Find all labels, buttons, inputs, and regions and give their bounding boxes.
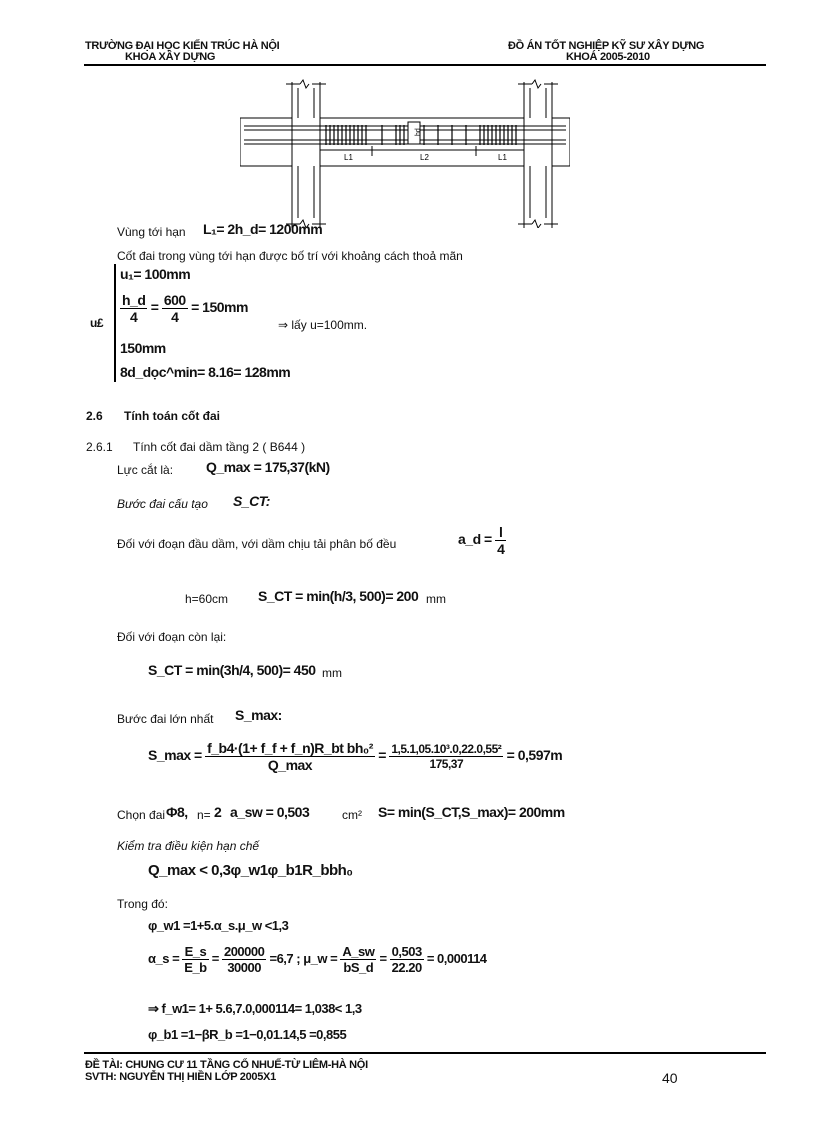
chosen-spacing: ⇒ lấy u=100mm. [278, 318, 368, 332]
s-ct-formula-1: S_CT = min(h/3, 500)= 200 [258, 588, 419, 604]
phi-b1: φ_b1 =1−βR_b =1−0,01.14,5 =0,855 [148, 1027, 347, 1042]
footer-title: ĐỀ TÀI: CHUNG CƯ 11 TẦNG CỔ NHUẾ-TỪ LIÊM-HÀ NỘI [85, 1059, 368, 1071]
condition-brace [114, 264, 116, 382]
label-l2: L2 [420, 153, 429, 162]
chon-dai-phi: Φ8, [166, 804, 188, 820]
s-max-symbol: S_max: [235, 707, 282, 723]
page-number: 40 [662, 1070, 678, 1086]
u-label: u£ [90, 316, 104, 330]
label-l1-right: L1 [498, 153, 507, 162]
beam-stirrup-diagram [240, 78, 570, 228]
label-l1-left: L1 [344, 153, 353, 162]
unit-mm-2: mm [322, 666, 342, 680]
alpha-mu-formula: α_s = $\frac{E\_s}{E\_b}$ = $\frac{200000}{30000}$ =6,7 ; μ_w = $\frac{A\_sw}{bS\_d}$ = $\frac{0,503}{22.20}$ = 0,000114 [148, 944, 487, 975]
subsection-number: 2.6.1 [86, 440, 113, 454]
section-title: Tính toán cốt đai [124, 409, 220, 423]
section-number: 2.6 [86, 409, 103, 423]
f-w1-result: ⇒ f_w1= 1+ 5.6,7.0,000114= 1,038< 1,3 [148, 1001, 362, 1016]
luc-cat-value: Q_max = 175,37(kN) [206, 459, 330, 475]
header-school: TRƯỜNG ĐẠI HỌC KIẾN TRÚC HÀ NỘI [85, 40, 280, 52]
chon-dai-n-val: 2 [214, 804, 222, 820]
header-course: KHOÁ 2005-2010 [566, 51, 650, 63]
subsection-title: Tính cốt đai dầm tầng 2 ( B644 ) [133, 440, 306, 454]
s-ct-formula-2: S_CT = min(3h/4, 500)= 450 [148, 662, 316, 678]
buoc-dai-max: Bước đai lớn nhất [117, 712, 214, 726]
a-d-formula: a_d = $\frac{l}{4}$ [458, 524, 505, 557]
doan-con-lai: Đối với đoạn còn lại: [117, 630, 227, 644]
label-hd: hd [415, 128, 422, 136]
buoc-dai-cau-tao: Bước đai cấu tạo [117, 497, 208, 511]
chon-dai-asw: a_sw = 0,503 [230, 804, 310, 820]
trong-do: Trong đó: [117, 897, 168, 911]
header-faculty: KHOA XÂY DỰNG [125, 51, 216, 63]
condition-3: 150mm [120, 340, 166, 356]
h60-text: h=60cm [185, 592, 229, 606]
footer-student: SVTH: NGUYỄN THỊ HIỀN LỚP 2005X1 [85, 1071, 276, 1083]
condition-1: u₁= 100mm [120, 266, 191, 282]
header-rule [84, 64, 766, 66]
s-ct-symbol: S_CT: [233, 493, 270, 509]
dieu-kien: Q_max < 0,3φ_w1φ_b1R_bbh₀ [148, 862, 353, 879]
chon-dai-n: n= [197, 808, 211, 822]
condition-4: 8d_dọc^min= 8.16= 128mm [120, 364, 291, 380]
chon-dai-unit: cm² [342, 808, 362, 822]
chon-dai-label: Chọn đai [117, 808, 166, 822]
vung-toi-han-label: Vùng tới hạn [117, 225, 186, 239]
doan-dau-dam: Đối với đoạn đầu dầm, với dầm chịu tải phân bố đều [117, 537, 397, 551]
footer-rule [84, 1052, 766, 1054]
unit-mm-1: mm [426, 592, 446, 606]
cot-dai-text: Cốt đai trong vùng tới hạn được bố trí với khoảng cách thoả mãn [117, 249, 463, 263]
header-project: ĐỒ ÁN TỐT NGHIỆP KỸ SƯ XÂY DỰNG [508, 40, 705, 52]
luc-cat-label: Lực cắt là: [117, 463, 174, 477]
kiem-tra: Kiểm tra điều kiện hạn chế [117, 839, 260, 853]
condition-2: $\frac{h\_d}{4}$ = $\frac{600}{4}$ = 150mm [122, 292, 248, 325]
phi-w1: φ_w1 =1+5.α_s.μ_w <1,3 [148, 918, 289, 933]
chon-dai-s: S= min(S_CT,S_max)= 200mm [378, 804, 565, 820]
vung-toi-han-formula: L₁= 2h_d= 1200mm [203, 221, 323, 237]
s-max-formula: S_max = $\frac{\text{f\_b4·(1+ f\_f + f\_n)R\_bt bh₀²}}{Q\_\max}$ = $\frac{\text{1,5.1,05.10³.0,22.0,55²}}{175,37}$ = 0,597m [148, 740, 563, 773]
